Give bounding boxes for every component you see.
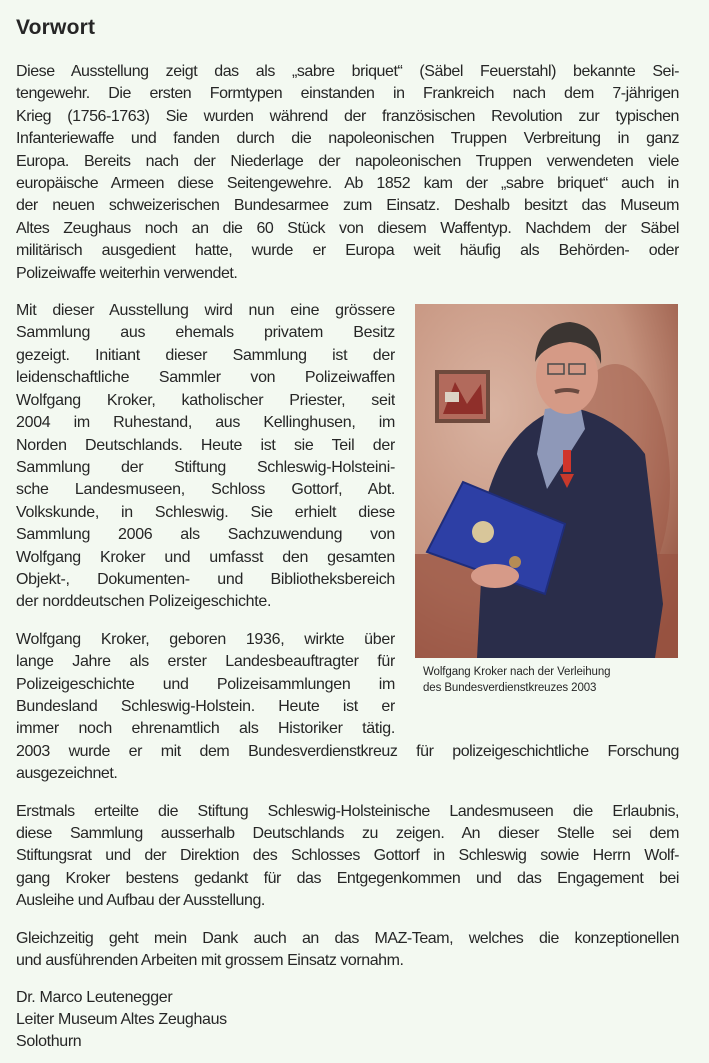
text-line: Norden Deutschlands. Heute ist sie Teil der bbox=[16, 436, 395, 454]
text-line: Europa. Bereits nach der Niederlage der napoleonischen Truppen verwendeten viele bbox=[16, 152, 679, 170]
text-line: europäische Armeen diese Seitengewehre. Ab 1852 kam der „sabre briquet“ auch in bbox=[16, 175, 679, 193]
text-line: Polizeigeschichte und Polizeisammlungen im bbox=[16, 675, 395, 693]
text-line: militärisch ausgedient hatte, wurde er Europa weit häufig als Behörden- oder bbox=[16, 242, 679, 260]
page-title: Vorwort bbox=[16, 16, 96, 39]
text-line: Gleichzeitig geht mein Dank auch an das MAZ-Team, welches die konzeptionellen bbox=[16, 929, 679, 947]
text-line: Infanteriewaffe und fanden durch die napoleonischen Truppen Verbreitung in ganz bbox=[16, 130, 679, 148]
text-line: 2003 wurde er mit dem Bundesverdienstkreuz für polizeigeschichtliche Forschung bbox=[16, 742, 679, 760]
text-line: Erstmals erteilte die Stiftung Schleswig-Holsteinische Landesmuseen die Erlaubnis, bbox=[16, 802, 679, 820]
text-line: Wolfgang Kroker, geboren 1936, wirkte über bbox=[16, 630, 395, 648]
text-line: Wolfgang Kroker, katholischer Priester, seit bbox=[16, 391, 395, 409]
signature-place: Solothurn bbox=[16, 1033, 82, 1051]
caption-line: Wolfgang Kroker nach der Verleihung bbox=[423, 666, 611, 679]
wall-painting bbox=[435, 370, 490, 423]
paragraph-team-thanks bbox=[16, 928, 679, 973]
text-line: diese Sammlung ausserhalb Deutschlands zu zeigen. An dieser Stelle sei dem bbox=[16, 825, 679, 842]
portrait-photo bbox=[415, 304, 678, 658]
text-line: Stiftungsrat und der Direktion des Schlosses Gottorf in Schleswig sowie Herrn Wolf- bbox=[16, 847, 679, 865]
text-line: Mit dieser Ausstellung wird nun eine grössere bbox=[16, 302, 395, 320]
paragraph-collection bbox=[16, 300, 395, 614]
text-line: Ausleihe und Aufbau der Ausstellung. bbox=[16, 892, 265, 910]
text-line: Bundesland Schleswig-Holstein. Heute ist er bbox=[16, 697, 395, 715]
text-line: Krieg (1756-1763) Sie wurden während der französischen Revolution zur typischen bbox=[16, 107, 679, 125]
paragraph-biography-continued bbox=[16, 741, 679, 786]
paragraph-thanks bbox=[16, 801, 679, 913]
text-line: lange Jahre als erster Landesbeauftragter für bbox=[16, 653, 395, 671]
text-line: Altes Zeughaus noch an die 60 Stück von diesem Waffentyp. Nachdem der Säbel bbox=[16, 219, 679, 237]
signature-name: Dr. Marco Leutenegger bbox=[16, 989, 173, 1007]
text-line: leidenschaftliche Sammler von Polizeiwaffen bbox=[16, 369, 395, 387]
paragraph-biography bbox=[16, 629, 395, 741]
text-line: und ausführenden Arbeiten mit grossem Einsatz vornahm. bbox=[16, 952, 404, 970]
text-line: Sammlung aus ehemals privatem Besitz bbox=[16, 324, 395, 342]
text-line: der neuen schweizerischen Bundesarmee zum Einsatz. Deshalb besitzt das Museum bbox=[16, 197, 679, 215]
signature-block bbox=[16, 987, 679, 1053]
text-line: gang Kroker bestens gedankt für das Entgegenkommen und das Engagement bei bbox=[16, 869, 679, 887]
text-line: ausgezeichnet. bbox=[16, 765, 118, 783]
text-line: Objekt-, Dokumenten- und Bibliotheksbereich bbox=[16, 570, 395, 588]
text-line: immer noch ehrenamtlich als Historiker tätig. bbox=[16, 720, 395, 738]
text-line: gezeigt. Initiant dieser Sammlung ist der bbox=[16, 346, 395, 364]
signature-role: Leiter Museum Altes Zeughaus bbox=[16, 1011, 227, 1029]
photo-figure bbox=[415, 304, 685, 696]
text-line: Volkskunde, in Schleswig. Sie erhielt diese bbox=[16, 503, 395, 521]
text-line: tengewehr. Die ersten Formtypen einstanden in Frankreich nach dem 7-jährigen bbox=[16, 85, 679, 103]
text-line: Sammlung der Stiftung Schleswig-Holsteini- bbox=[16, 458, 395, 476]
hands bbox=[471, 564, 519, 588]
text-line: Diese Ausstellung zeigt das als „sabre briquet“ (Säbel Feuerstahl) bekannte Sei- bbox=[16, 63, 679, 80]
text-line: Polizeiwaffe weiterhin verwendet. bbox=[16, 264, 238, 282]
text-line: 2004 im Ruhestand, aus Kellinghusen, im bbox=[16, 414, 395, 432]
photo-caption bbox=[423, 665, 685, 696]
text-line: Sammlung 2006 als Sachzuwendung von bbox=[16, 526, 395, 544]
text-line: Wolfgang Kroker und umfasst den gesamten bbox=[16, 548, 395, 566]
text-line: der norddeutschen Polizeigeschichte. bbox=[16, 593, 272, 611]
caption-line: des Bundesverdienstkreuzes 2003 bbox=[423, 681, 597, 694]
paragraph-intro bbox=[16, 61, 679, 285]
text-line: sche Landesmuseen, Schloss Gottorf, Abt. bbox=[16, 481, 395, 499]
